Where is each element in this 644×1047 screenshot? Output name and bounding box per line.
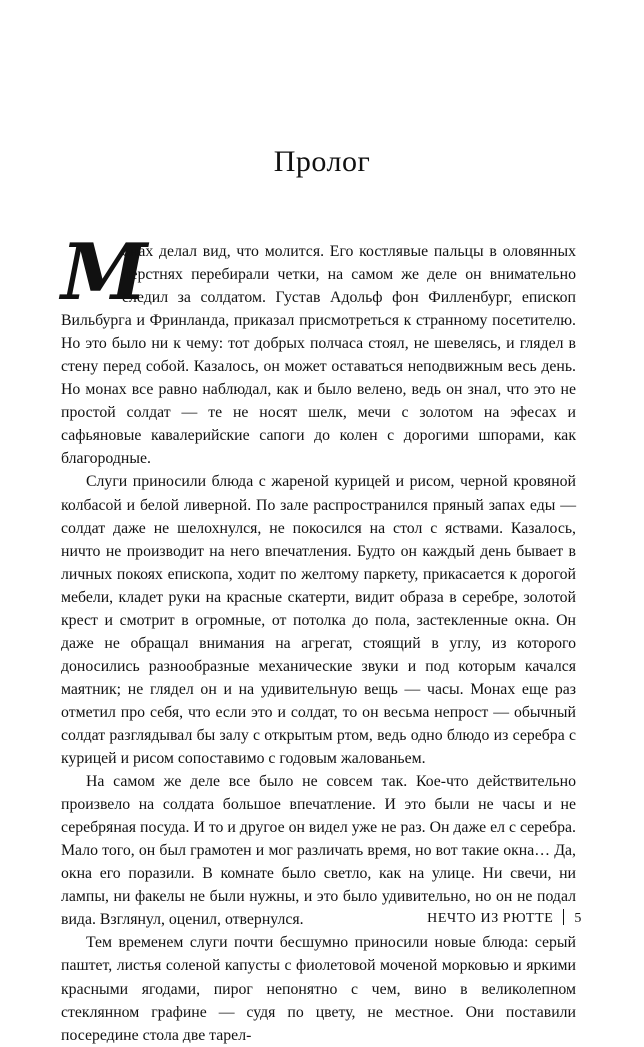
page-number: 5 — [574, 911, 582, 926]
paragraph-3: На самом же деле все было не совсем так. Кое-что действительно произвело на солдата большое впечатление. И это были не часы и не серебряная посуда. И то и другое он видел уже не раз. Он даже ел с серебра. Мало того, он был грамотен и мог различать время, но вот такие окна… Да, окна его поразили. В комнате было светло, как на улице. Ни свечи, ни лампы, ни факелы не были нужны, и это было удивительно, но он не подал вида. Взглянул, оценил, отвернулся. — [61, 773, 576, 929]
footer-separator — [563, 909, 564, 925]
paragraph-2: Слуги приносили блюда с жареной курицей и рисом, черной кровяной колбасой и белой ливерной. По зале распространился пряный запах еды — солдат даже не шелохнулся, не покосился на стол с яствами. Казалось, ничто не производит на него впечатления. Будто он каждый день бывает в личных покоях епископа, ходит по желтому паркету, прикасается к дорогой мебели, кладет руки на красные скатерти, видит образа в серебре, золотой крест и смотрит в огромные, от потолка до пола, застекленные окна. Он даже не обращал внимания на агрегат, стоящий в углу, из которого доносились разнообразные механические звуки и под которым качался маятник; не глядел он и на удивительную вещь — часы. Монах еще раз отметил про себя, что если это и солдат, то он весьма непрост — обычный солдат разглядывал бы залу с открытым ртом, ведь одно блюдо из серебра с курицей и рисом сопоставимо с годовым жалованьем. — [61, 473, 576, 768]
paragraph-1 — [61, 227, 576, 470]
drop-cap: М — [61, 227, 148, 318]
running-title: НЕЧТО ИЗ РЮТТЕ — [427, 911, 554, 926]
paragraph-1-text: онах делал вид, что молится. Его костлявые пальцы в оловянных перстнях перебирали четки, на самом же деле он внимательно следил за солдатом. Густав Адольф фон Филленбург, епископ Вильбурга и Фринланда, приказал присмотреться к странному посетителю. Но это было ни к чему: тот добрых полчаса стоял, не шевелясь, и глядел в стену перед собой. Казалось, он может оставаться неподвижным весь день. Но монах все равно наблюдал, как и было велено, ведь он знал, что это не простой солдат — те не носят шелк, мечи с золотом на эфесах и сафьяновые кавалерийские сапоги до колен с дорогими шпорами, как благородные. — [61, 243, 576, 468]
paragraph-4: Тем временем слуги почти бесшумно приносили новые блюда: серый паштет, листья соленой капусты с фиолетовой моченой морковью и яркими красными ягодами, пирог непонятно с чем, вино в великолепном стеклянном графине — судя по цвету, не местное. Они поставили посередине стола две тарел- — [61, 934, 576, 1044]
chapter-title: Пролог — [273, 145, 371, 179]
page-footer — [427, 909, 582, 927]
